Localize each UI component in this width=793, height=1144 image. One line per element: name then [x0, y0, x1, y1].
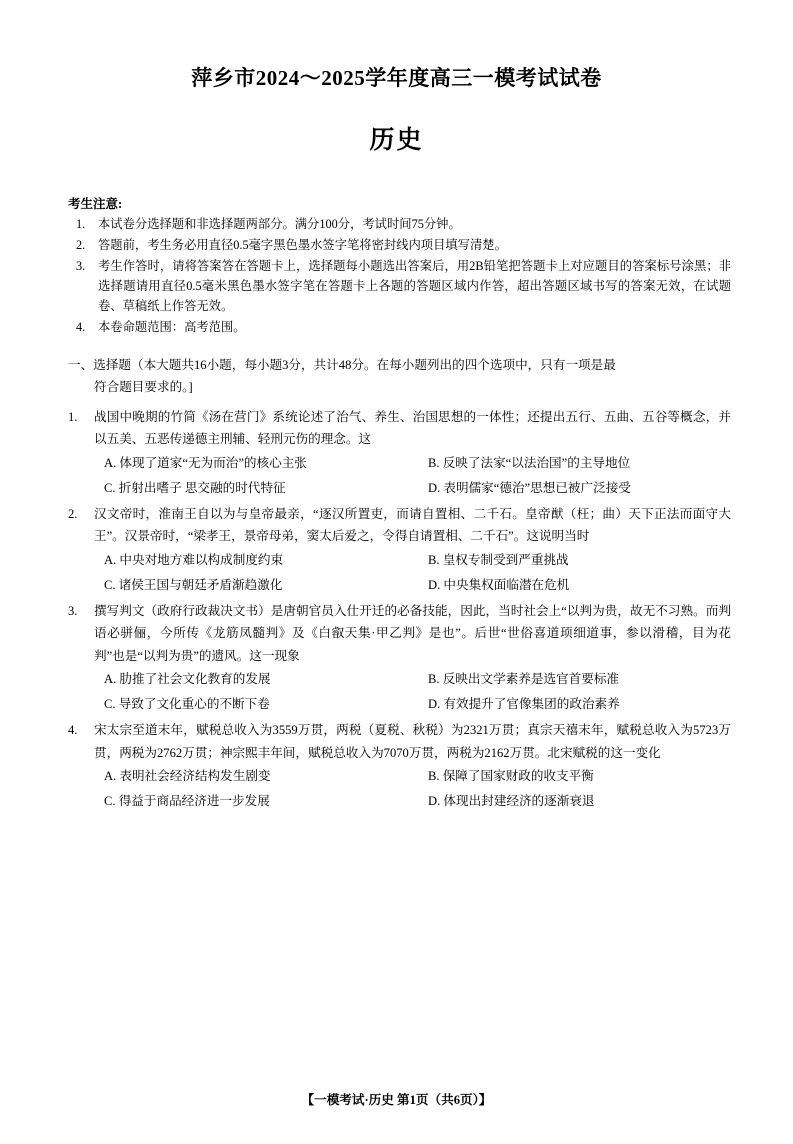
question-number: 2.: [68, 506, 78, 521]
option-group: [68, 669, 731, 714]
option-d[interactable]: D. 中央集权面临潜在危机: [428, 577, 570, 592]
notice-list: [68, 215, 731, 337]
page-footer: 【一模考试·历史 第1页（共6页）】: [301, 1093, 492, 1107]
notice-item-number: 1.: [76, 217, 86, 232]
question-text: 撰写判文（政府行政裁决文书）是唐朝官员入仕开迁的必备技能，因此，当时社会上“以判为贵，故无不习熟。而判语必骈俪，今所传《龙筋凤髓判》及《白㕡天集·甲乙判》是也”。后世“世俗喜道顼细道事，参以滑稽，目为花判”也是“以判为贵”的遗风。这一现象: [94, 603, 731, 663]
question-list: [0, 406, 793, 812]
notice-item-number: 3.: [76, 259, 86, 274]
option-b[interactable]: B. 保障了国家财政的收支平衡: [428, 769, 594, 784]
option-row: [94, 550, 731, 570]
notice-item-text: 考生作答时，请将答案答在答题卡上，选择题每小题选出答案后，用2B铅笔把答题卡上对应题目的答案标号涂黑；非选择题请用直径0.5毫米黑色墨水签字笔在答题卡上各题的答题区域内作答，超出答题区域书写的答案无效，在试题卷、草稿纸上作答无效。: [98, 259, 731, 313]
candidate-notice: [0, 194, 793, 338]
notice-item: [68, 318, 731, 338]
exam-paper-page: [0, 62, 793, 1144]
option-b[interactable]: B. 反映出文学素养是选官首要标准: [428, 672, 620, 687]
notice-item: [68, 257, 731, 317]
question-number: 4.: [68, 723, 78, 738]
section-heading-line2: 符合题目要求的。]: [94, 379, 193, 394]
option-c[interactable]: C. 诸侯王国与朝廷矛盾渐趋激化: [104, 577, 283, 592]
page-title: 萍乡市2024～2025学年度高三一模考试试卷: [191, 66, 602, 90]
option-a[interactable]: A. 表明社会经济结构发生剧变: [104, 769, 271, 784]
notice-item-number: 2.: [76, 238, 86, 253]
question-stem: [68, 719, 731, 764]
option-group: [68, 766, 731, 811]
option-a[interactable]: A. 体现了道家“无为而治”的核心主张: [104, 455, 307, 470]
question-item: [68, 600, 731, 715]
option-d[interactable]: D. 表明儒家“德治”思想已被广泛接受: [428, 480, 631, 495]
option-row: [94, 478, 731, 498]
question-text: 战国中晚期的竹简《汤在营门》系统论述了治气、养生、治国思想的一体性；还提出五行、五曲、五谷等概念，并以五美、五恶传递德主刑辅、轻刑元伤的理念。这: [94, 409, 731, 447]
option-row: [94, 575, 731, 595]
option-row: [94, 669, 731, 689]
section-heading: [0, 354, 793, 398]
option-group: [68, 453, 731, 498]
notice-heading: 考生注意:: [68, 197, 123, 211]
notice-item: [68, 215, 731, 235]
option-c[interactable]: C. 得益于商品经济进一步发展: [104, 794, 270, 809]
question-item: [68, 406, 731, 498]
option-group: [68, 550, 731, 595]
option-row: [94, 766, 731, 786]
notice-item-text: 本试卷分选择题和非选择题两部分。满分100分，考试时间75分钟。: [98, 217, 461, 232]
question-number: 1.: [68, 409, 78, 424]
option-b[interactable]: B. 皇权专制受到严重挑战: [428, 552, 569, 567]
option-d[interactable]: D. 体现出封建经济的逐渐衰退: [428, 794, 595, 809]
option-row: [94, 694, 731, 714]
question-item: [68, 719, 731, 811]
option-a[interactable]: A. 肋推了社会文化教育的发展: [104, 672, 271, 687]
question-stem: [68, 503, 731, 548]
notice-item: [68, 236, 731, 256]
option-c[interactable]: C. 折射出嗜子 思交融的时代特征: [104, 480, 286, 495]
option-c[interactable]: C. 导致了文化重心的不断下卷: [104, 697, 270, 712]
option-d[interactable]: D. 有效提升了官像集团的政治素养: [428, 697, 620, 712]
question-text: 汉文帝时，淮南王自以为与皇帝最亲，“逐汉所置吏，而请自置相、二千石。皇帝猷（枉；曲）天下正法而面守大王”。汉景帝时，“梁孝王，景帝母弟，窦太后爱之，令得自请置相、二千石”。这说明当时: [94, 506, 731, 544]
question-stem: [68, 600, 731, 667]
question-item: [68, 503, 731, 595]
notice-item-text: 本卷命题范围：高考范围。: [98, 319, 246, 334]
notice-item-number: 4.: [76, 319, 86, 334]
option-a[interactable]: A. 中央对地方难以构成制度约束: [104, 552, 284, 567]
section-heading-line1: 一、选择题（本大题共16小题，每小题3分，共计48分。在每小题列出的四个选项中，只有一项是最: [68, 357, 616, 372]
option-row: [94, 791, 731, 811]
subject-title: 历史: [369, 127, 424, 154]
question-stem: [68, 406, 731, 451]
notice-item-text: 答题前，考生务必用直径0.5毫字黑色墨水签字笔将密封线内项目填写清楚。: [98, 238, 507, 253]
question-number: 3.: [68, 603, 78, 618]
option-row: [94, 453, 731, 473]
option-b[interactable]: B. 反映了法家“以法治国”的主导地位: [428, 455, 631, 470]
question-text: 宋太宗至道末年，赋税总收入为3559万贯，两税（夏税、秋税）为2321万贯；真宗天禧末年，赋税总收入为5723万贯，两税为2762万贯；神宗熙丰年间，赋税总收入为7070万贯，两税为2162万贯。北宋赋税的这一变化: [94, 723, 731, 760]
